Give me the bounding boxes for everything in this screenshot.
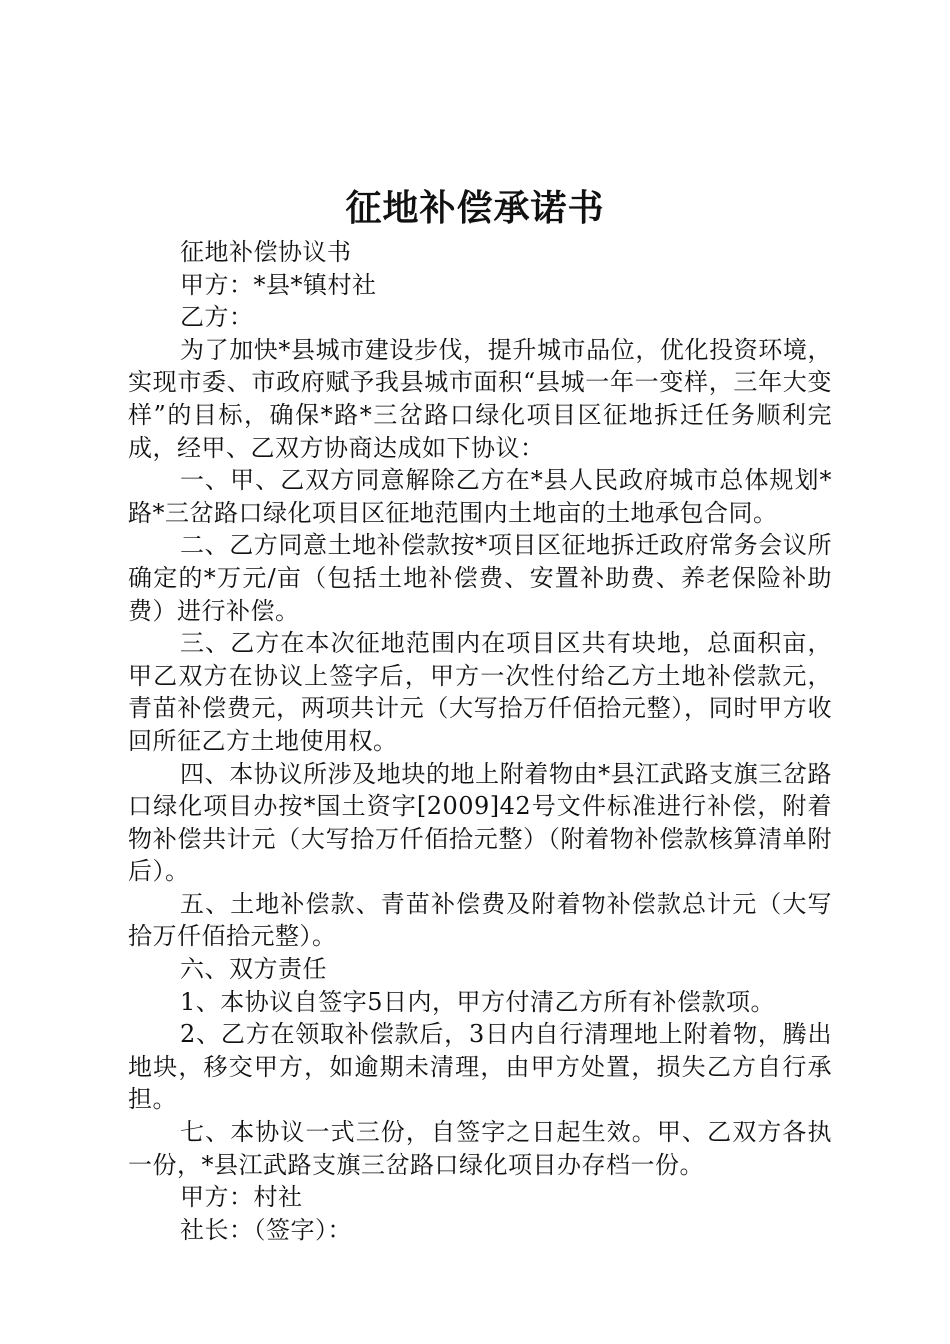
paragraph-signature-party-a: 甲方：村社 xyxy=(180,1183,303,1212)
paragraph-clause-6-item-1: 1、本协议自签字5日内，甲方付清乙方所有补偿款项。 xyxy=(180,987,776,1016)
paragraph-clause-2: 二、乙方同意土地补偿款按*项目区征地拆迁政府常务会议所确定的*万元/亩（包括土地补偿费、安置补助费、养老保险补助费）进行补偿。 xyxy=(128,531,832,625)
paragraph-clause-6-item-2: 2、乙方在领取补偿款后，3日内自行清理地上附着物，腾出地块，移交甲方，如逾期未清理，由甲方处置，损失乙方自行承担。 xyxy=(128,1020,832,1114)
paragraph-clause-3: 三、乙方在本次征地范围内在项目区共有块地，总面积亩，甲乙双方在协议上签字后，甲方一次性付给乙方土地补偿款元，青苗补偿费元，两项共计元（大写拾万仟佰拾元整），同时甲方收回所征乙方土地使用权。 xyxy=(128,629,832,755)
paragraph-clause-4: 四、本协议所涉及地块的地上附着物由*县江武路支旗三岔路口绿化项目办按*国土资字[2009]42号文件标准进行补偿，附着物补偿共计元（大写拾万仟佰拾元整）（附着物补偿款核算清单附后）。 xyxy=(128,759,832,886)
paragraph-clause-6-heading: 六、双方责任 xyxy=(180,955,327,984)
document-title: 征地补偿承诺书 xyxy=(345,187,605,229)
paragraph-clause-5: 五、土地补偿款、青苗补偿费及附着物补偿款总计元（大写拾万仟佰拾元整）。 xyxy=(128,889,832,951)
paragraph-party-a: 甲方：*县*镇村社 xyxy=(180,270,377,299)
document-body xyxy=(128,236,832,1246)
paragraph-preamble: 为了加快*县城市建设步伐，提升城市品位，优化投资环境，实现市委、市政府赋予我县城市面积“县城一年一变样，三年大变样”的目标，确保*路*三岔路口绿化项目区征地拆迁任务顺利完成，经甲、乙双方协商达成如下协议： xyxy=(128,335,832,462)
paragraph-clause-7: 七、本协议一式三份，自签字之日起生效。甲、乙双方各执一份，*县江武路支旗三岔路口绿化项目办存档一份。 xyxy=(128,1118,832,1179)
paragraph-clause-1: 一、甲、乙双方同意解除乙方在*县人民政府城市总体规划*路*三岔路口绿化项目区征地范围内土地亩的土地承包合同。 xyxy=(128,466,832,527)
paragraph-party-b: 乙方： xyxy=(180,303,254,332)
paragraph-signature-chief: 社长：（签字）： xyxy=(180,1215,352,1244)
paragraph-agreement-heading: 征地补偿协议书 xyxy=(180,238,352,266)
